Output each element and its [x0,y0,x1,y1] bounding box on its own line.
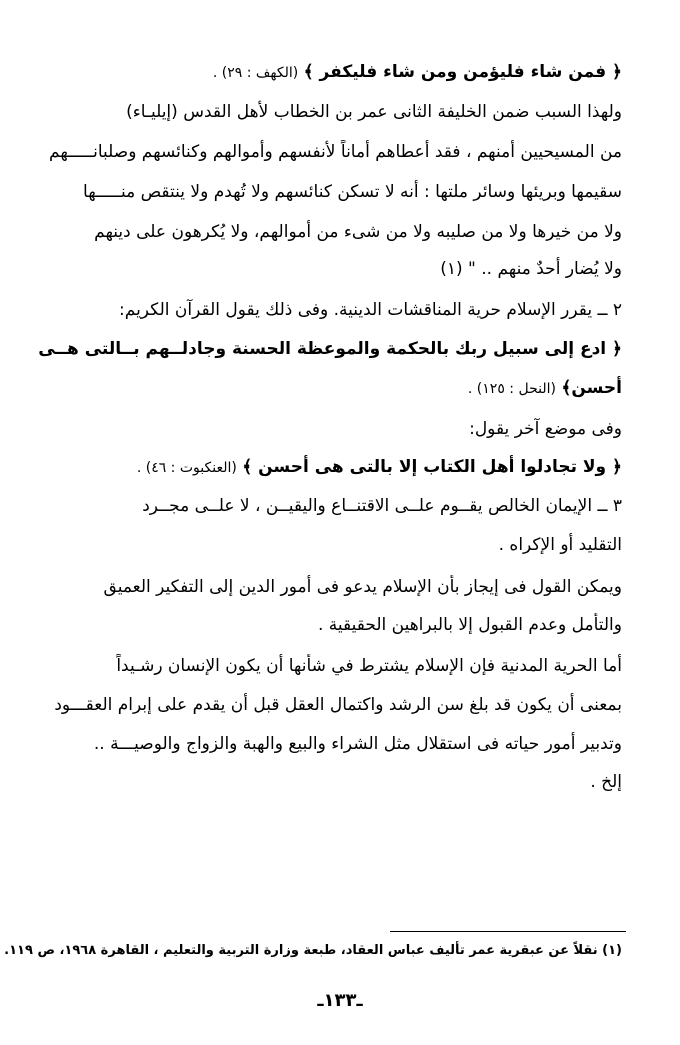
quran-verse: أحسن﴾ [561,378,622,398]
footnote-divider [390,931,626,932]
body-line: ٢ ــ يقرر الإسلام حرية المناقشات الدينية. وفى ذلك يقول القرآن الكريم: [119,300,622,320]
body-line: وفى موضع آخر يقول: [469,419,622,439]
footnote: (١) نقلاً عن عبقرية عمر تأليف عباس العقاد، طبعة وزارة التربية والتعليم ، القاهرة ١٩٦٨، ص ١١٩. [4,943,622,958]
body-line: ولا من خيرها ولا من صليبه ولا من شىء من أموالهم، ولا يُكرهون على دينهم [94,222,622,242]
body-line: وتدبير أمور حياته فى استقلال مثل الشراء والبيع والهبة والزواج والوصيـــة .. [93,734,622,754]
quran-verse-line [18,455,622,480]
body-line: ٣ ــ الإيمان الخالص يقــوم علــى الاقتنــاع واليقيــن ، لا علــى مجــرد [142,496,622,516]
body-line: إلخ . [590,772,622,792]
body-line: أما الحرية المدنية فإن الإسلام يشترط في شأنها أن يكون الإنسان رشـيداً [116,656,622,676]
page-number: ـ١٣٣ـ [317,990,363,1011]
quran-verse: ﴿ فمن شاء فليؤمن ومن شاء فليكفر ﴾ [303,62,622,82]
quran-verse-line [18,376,622,401]
body-line: ولا يُضار أحدٌ منهم .. " (١) [440,259,622,279]
body-line: التقليد أو الإكراه . [498,535,622,555]
verse-reference: (الكهف : ٢٩) . [212,65,299,81]
body-line: سقيمها وبريئها وسائر ملتها : أنه لا تسكن كنائسهم ولا تُهدم ولا ينتقص منـــــها [83,182,622,202]
verse-reference: (النحل : ١٢٥) . [467,381,556,397]
quran-verse: ﴿ ادع إلى سبيل ربك بالحكمة والموعظة الحسنة وجادلــهم بــالتى هــى [38,339,622,359]
body-line: ولهذا السبب ضمن الخليفة الثانى عمر بن الخطاب لأهل القدس (إيليـاء) [126,102,622,122]
body-line: والتأمل وعدم القبول إلا بالبراهين الحقيقية . [317,615,622,635]
body-line: بمعنى أن يكون قد بلغ سن الرشد واكتمال العقل قبل أن يقدم على إبرام العقـــود [54,695,622,715]
body-line: ويمكن القول فى إيجاز بأن الإسلام يدعو فى أمور الدين إلى التفكير العميق [103,577,622,597]
body-line: من المسيحيين أمنهم ، فقد أعطاهم أماناً لأنفسهم وأموالهم وكنائسهم وصلبانـــــهم [49,142,622,162]
quran-verse-line [18,60,622,85]
verse-reference: (العنكبوت : ٤٦) . [136,460,237,476]
quran-verse: ﴿ ولا تجادلوا أهل الكتاب إلا بالتى هى أحسن ﴾ [242,457,622,477]
